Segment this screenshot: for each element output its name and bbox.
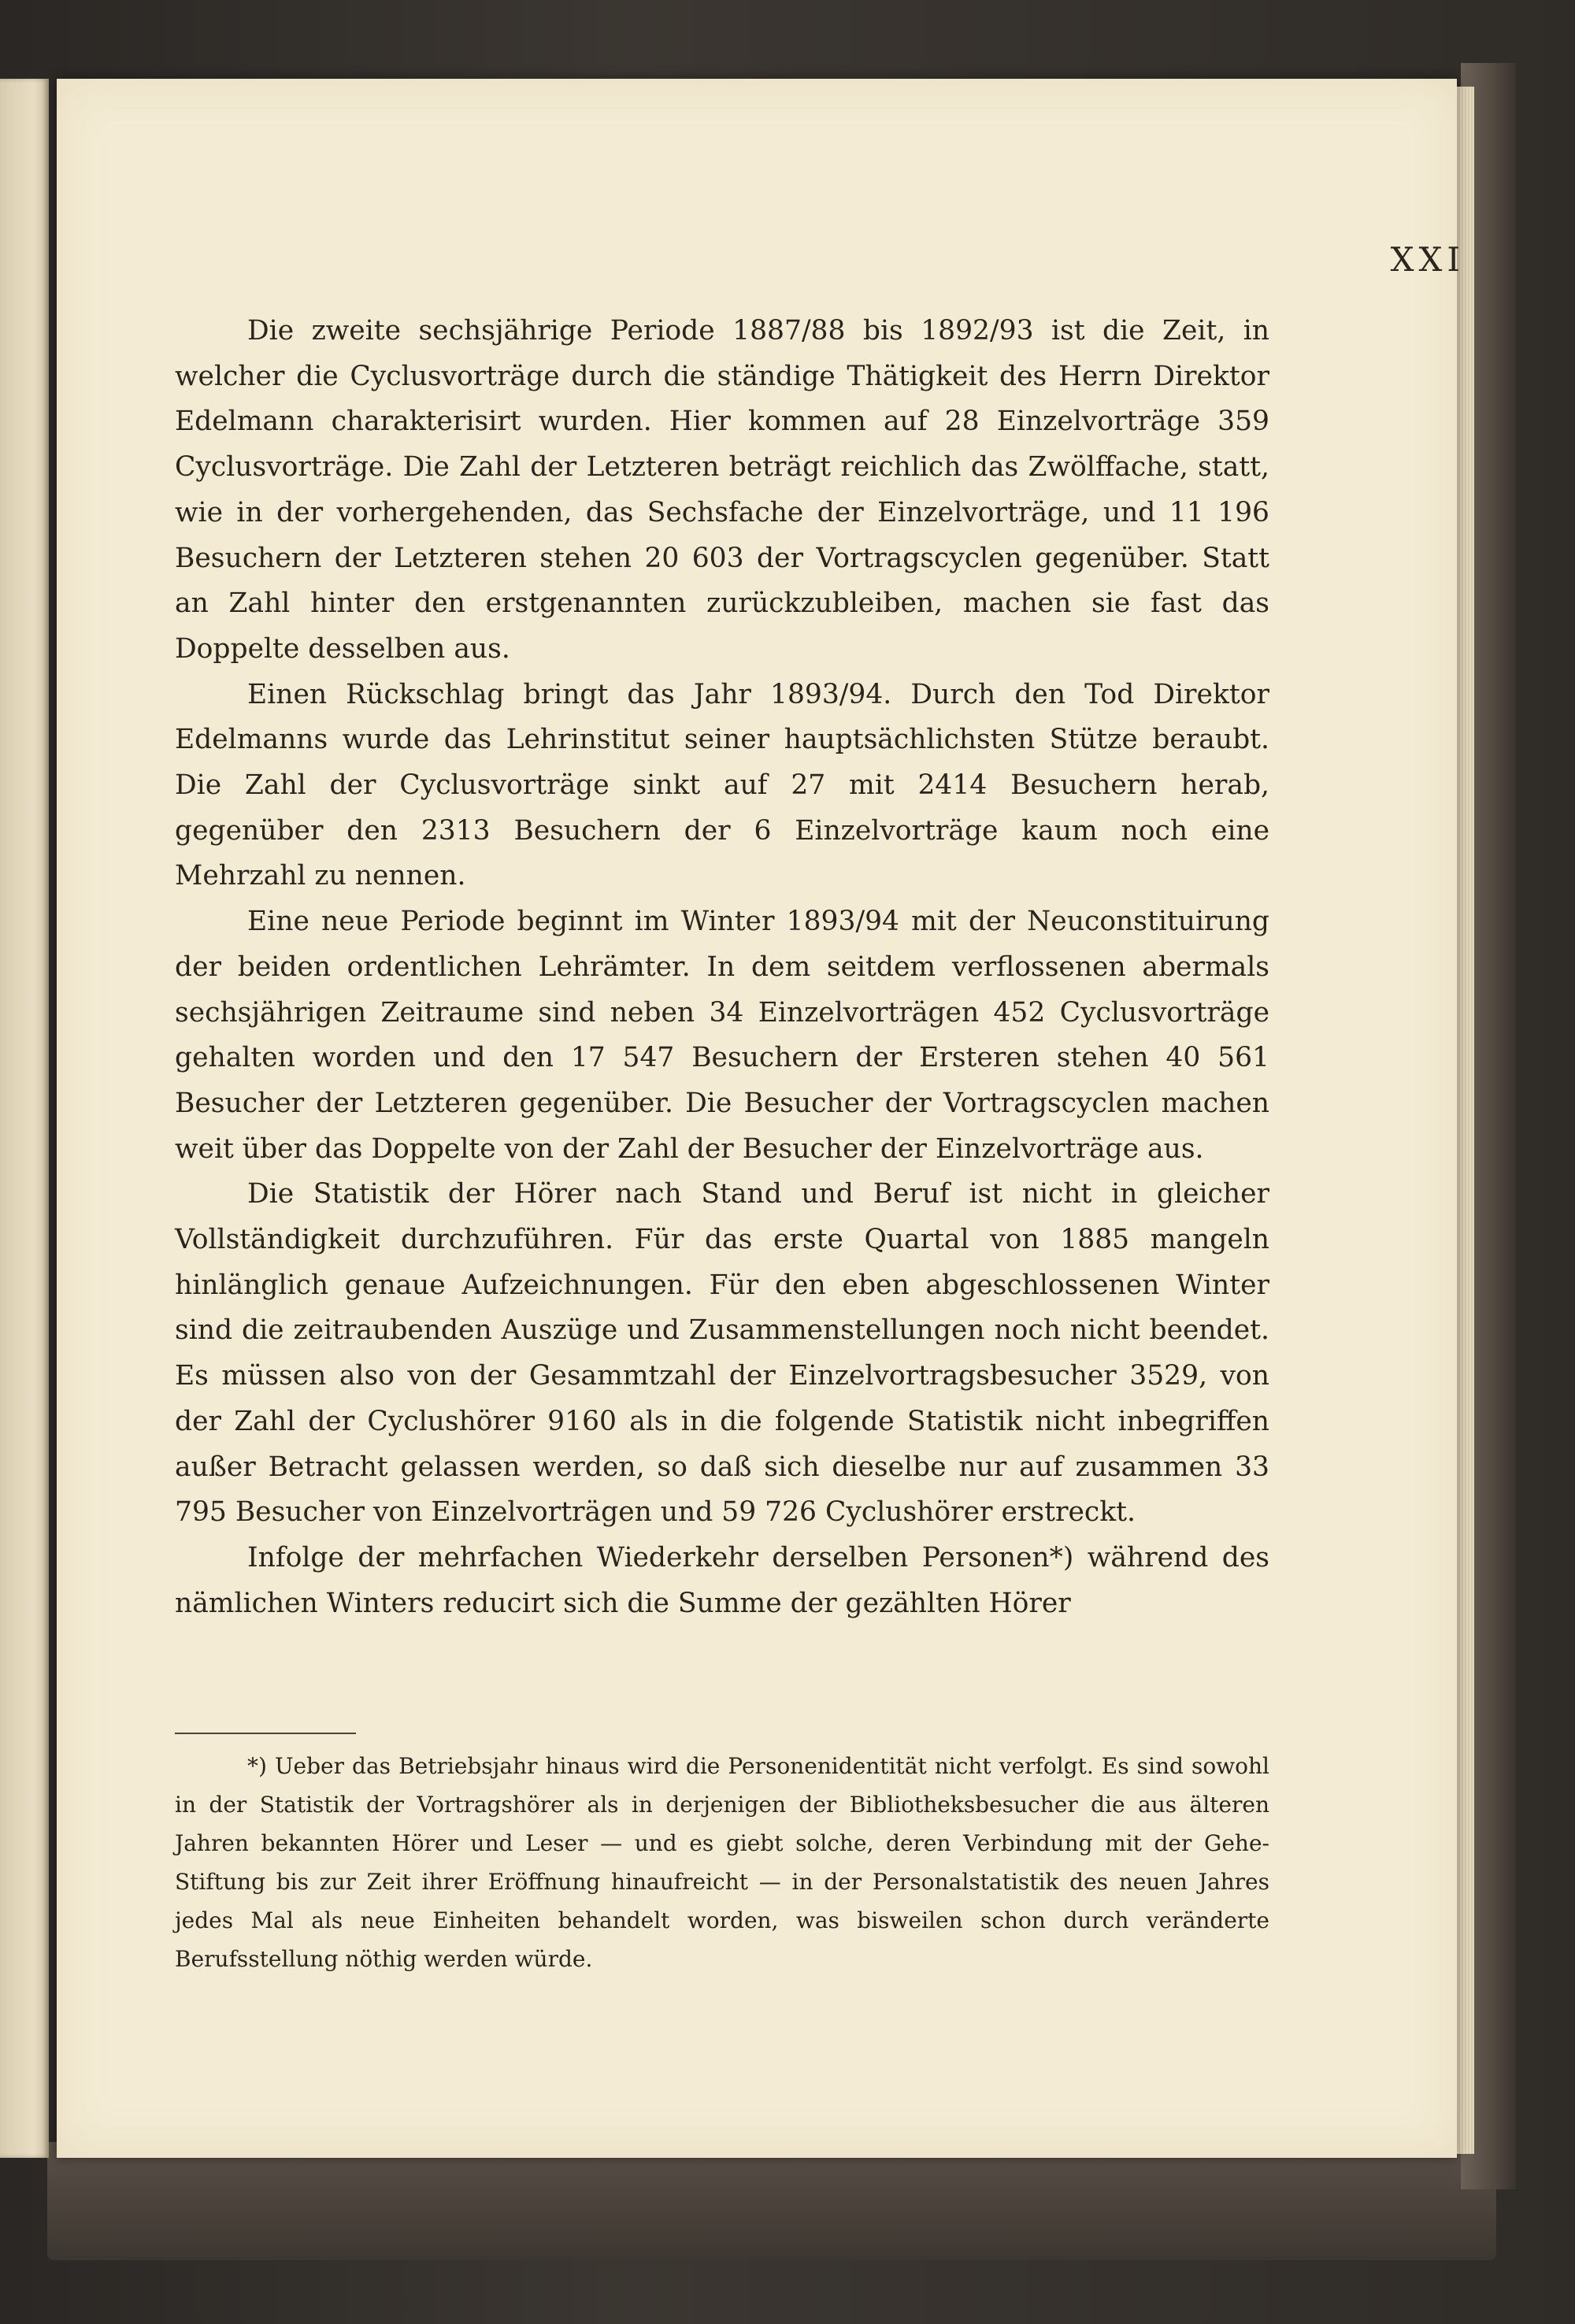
main-text	[175, 309, 1269, 1626]
book-cover-bottom-edge	[47, 2142, 1496, 2260]
previous-page-edge	[0, 79, 49, 2158]
footnote-divider	[175, 1733, 356, 1734]
paragraph-statistik: Die Statistik der Hörer nach Stand und Beruf ist nicht in gleicher Vollständigkeit durchzuführen. Für das erste Quartal von 1885 mangeln hinlänglich genaue Aufzeichnungen. Für den eben abgeschlossenen Winter sind die zeitraubenden Auszüge und Zusammenstellungen noch nicht beendet. Es müssen also von der Gesammtzahl der Einzelvortragsbesucher 3529, von der Zahl der Cyclushörer 9160 als in die folgende Statistik nicht inbegriffen außer Betracht gelassen werden, so daß sich dieselbe nur auf zusammen 33 795 Besucher von Einzelvorträgen und 59 726 Cyclushörer erstreckt.	[175, 1178, 1269, 1529]
paragraph-rueckschlag: Einen Rückschlag bringt das Jahr 1893/94. Durch den Tod Direktor Edelmanns wurde das Lehrinstitut seiner hauptsächlichsten Stütze beraubt. Die Zahl der Cyclusvorträge sinkt auf 27 mit 2414 Besuchern herab, gegenüber den 2313 Besuchern der 6 Einzelvorträge kaum noch eine Mehrzahl zu nennen.	[175, 678, 1269, 892]
page-number: XXI	[1390, 240, 1465, 279]
footnote: *) Ueber das Betriebsjahr hinaus wird die Personenidentität nicht verfolgt. Es sind sowohl in der Statistik der Vortragshörer als in derjenigen der Bibliotheksbesucher die aus älteren Jahren bekannten Hörer und Leser — und es giebt solche, deren Verbindung mit der Gehe-Stiftung bis zur Zeit ihrer Eröffnung hinaufreicht — in der Personalstatistik des neuen Jahres jedes Mal als neue Einheiten behandelt worden, was bisweilen schon durch veränderte Berufsstellung nöthig werden würde.	[175, 1753, 1269, 1972]
paragraph-infolge: Infolge der mehrfachen Wiederkehr derselben Personen*) während des nämlichen Winters reducirt sich die Summe der gezählten Hörer	[175, 1541, 1269, 1619]
paragraph-periode-1887: Die zweite sechsjährige Periode 1887/88 bis 1892/93 ist die Zeit, in welcher die Cyclusvorträge durch die ständige Thätigkeit des Herrn Direktor Edelmann charakterisirt wurden. Hier kommen auf 28 Einzelvorträge 359 Cyclusvorträge. Die Zahl der Letzteren beträgt reichlich das Zwölffache, statt, wie in der vorhergehenden, das Sechsfache der Einzelvorträge, und 11 196 Besuchern der Letzteren stehen 20 603 der Vortragscyclen gegenüber. Statt an Zahl hinter den erstgenannten zurückzubleiben, machen sie fast das Doppelte desselben aus.	[175, 315, 1269, 665]
page-stack-edge	[1457, 87, 1474, 2154]
paragraph-neue-periode: Eine neue Periode beginnt im Winter 1893/94 mit der Neuconstituirung der beiden ordentlichen Lehrämter. In dem seitdem verflossenen abermals sechsjährigen Zeitraume sind neben 34 Einzelvorträgen 452 Cyclusvorträge gehalten worden und den 17 547 Besuchern der Ersteren stehen 40 561 Besucher der Letzteren gegenüber. Die Besucher der Vortragscyclen machen weit über das Doppelte von der Zahl der Besucher der Einzelvorträge aus.	[175, 906, 1269, 1165]
